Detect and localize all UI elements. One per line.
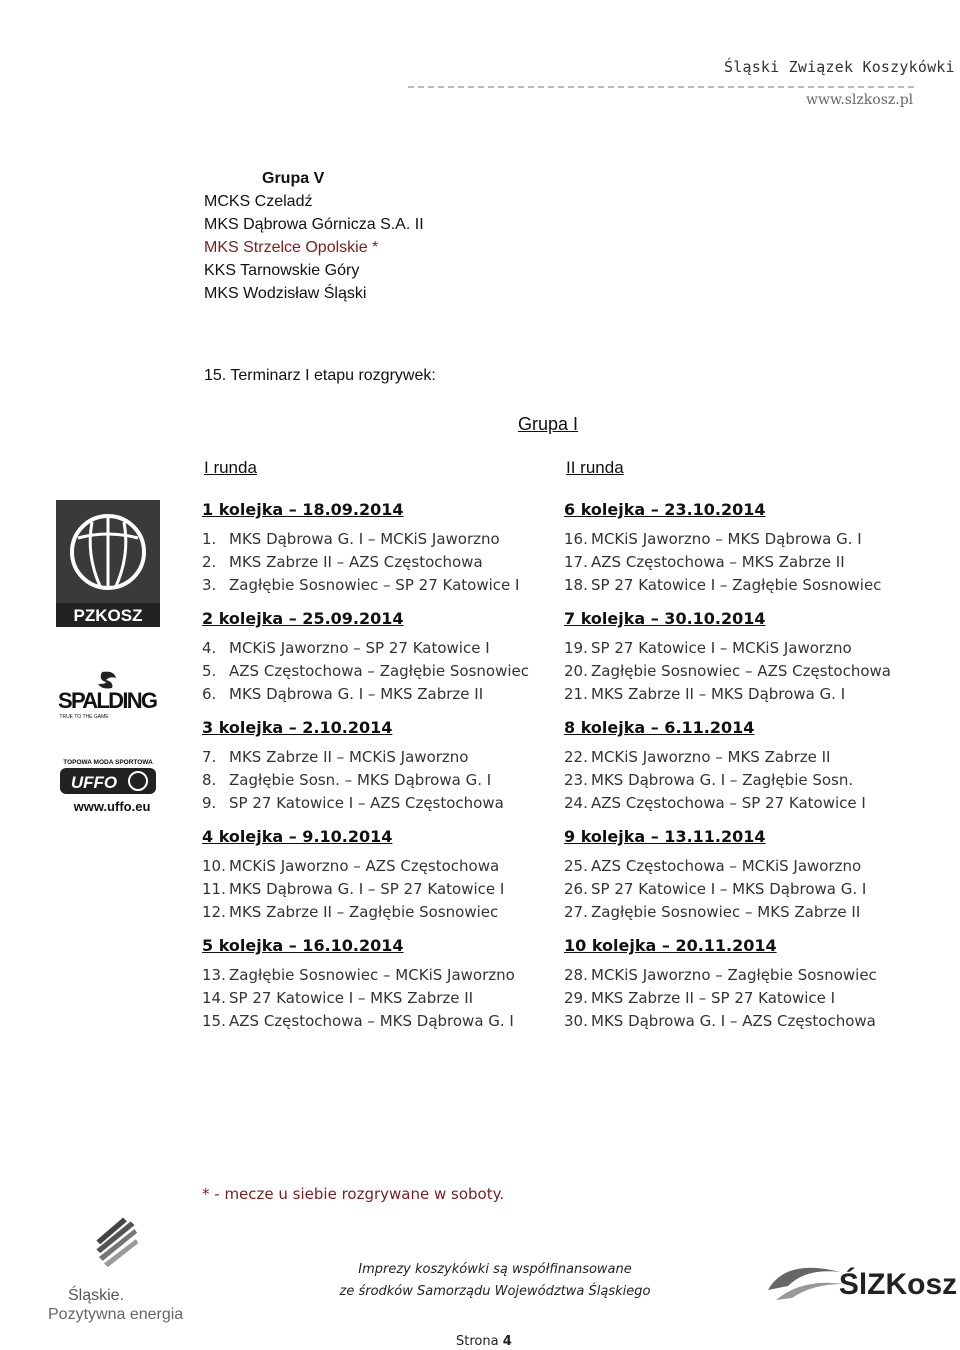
match-row [564, 987, 904, 1010]
match-row [202, 878, 542, 901]
match-number: 5. [202, 662, 217, 680]
match-row [202, 964, 542, 987]
pzkosz-text: PZKOSZ [73, 606, 143, 625]
match-number: 12. [202, 903, 226, 921]
page-value: 4 [502, 1334, 512, 1349]
match-number: 24. [564, 794, 588, 812]
match-pairing: MCKiS Jaworzno – MKS Zabrze II [591, 748, 831, 766]
match-number: 14. [202, 989, 226, 1007]
uffo-mark: UFFO [70, 773, 118, 792]
matchday-block [202, 500, 542, 597]
second-round-column [564, 500, 904, 1045]
match-pairing: MKS Zabrze II – MKS Dąbrowa G. I [591, 685, 846, 703]
match-pairing: AZS Częstochowa – MKS Zabrze II [591, 553, 845, 571]
match-pairing: MKS Dąbrowa G. I – Zagłębie Sosn. [591, 771, 854, 789]
group-v-title: Grupa V [262, 170, 325, 187]
match-number: 4. [202, 639, 217, 657]
match-row [202, 637, 542, 660]
uffo-url: www.uffo.eu [73, 799, 151, 814]
matchday-title: 1 kolejka – 18.09.2014 [202, 500, 404, 519]
match-pairing: SP 27 Katowice I – MKS Zabrze II [229, 989, 474, 1007]
match-row [564, 878, 904, 901]
match-row [564, 528, 904, 551]
page-number [456, 1334, 512, 1349]
matchday-block [202, 827, 542, 924]
matchday-title: 4 kolejka – 9.10.2014 [202, 827, 393, 846]
match-pairing: MKS Zabrze II – AZS Częstochowa [229, 553, 483, 571]
header-org-name: Śląski Związek Koszykówki [724, 58, 955, 76]
section-heading: 15. Terminarz I etapu rozgrywek: [204, 367, 436, 384]
matchday-title: 9 kolejka – 13.11.2014 [564, 827, 766, 846]
match-pairing: SP 27 Katowice I – Zagłębie Sosnowiec [591, 576, 882, 594]
match-number: 21. [564, 685, 588, 703]
match-row [202, 1010, 542, 1033]
matchday-block [564, 500, 904, 597]
match-row [564, 901, 904, 924]
match-pairing: MKS Dąbrowa G. I – MCKiS Jaworzno [229, 530, 500, 548]
header-divider [408, 86, 914, 88]
round-label-first: I runda [204, 458, 257, 477]
match-pairing: Zagłębie Sosnowiec – SP 27 Katowice I [229, 576, 520, 594]
match-row [564, 746, 904, 769]
match-row [564, 683, 904, 706]
match-pairing: MCKiS Jaworzno – AZS Częstochowa [229, 857, 500, 875]
match-pairing: AZS Częstochowa – MKS Dąbrowa G. I [229, 1012, 514, 1030]
match-number: 2. [202, 553, 217, 571]
footnote: * - mecze u siebie rozgrywane w soboty. [202, 1185, 505, 1203]
slaskie-line1: Śląskie. [68, 1287, 125, 1304]
match-row [564, 1010, 904, 1033]
matchday-title: 5 kolejka – 16.10.2014 [202, 936, 404, 955]
match-row [564, 574, 904, 597]
match-pairing: SP 27 Katowice I – MCKiS Jaworzno [591, 639, 852, 657]
match-row [202, 528, 542, 551]
match-row [564, 964, 904, 987]
matchday-title: 3 kolejka – 2.10.2014 [202, 718, 393, 737]
matchday-title: 6 kolejka – 23.10.2014 [564, 500, 766, 519]
match-number: 26. [564, 880, 588, 898]
pzkosz-logo [56, 500, 160, 627]
match-pairing: AZS Częstochowa – Zagłębie Sosnowiec [229, 662, 529, 680]
funding-line-1: Imprezy koszykówki są współfinansowane [358, 1262, 632, 1277]
match-pairing: MKS Zabrze II – Zagłębie Sosnowiec [229, 903, 499, 921]
match-row [202, 683, 542, 706]
match-row [202, 551, 542, 574]
match-number: 9. [202, 794, 217, 812]
uffo-logo [56, 756, 160, 816]
match-row [202, 987, 542, 1010]
match-row [564, 855, 904, 878]
matchday-title: 7 kolejka – 30.10.2014 [564, 609, 766, 628]
slaskie-logo [48, 1215, 188, 1285]
match-row [564, 660, 904, 683]
match-pairing: MCKiS Jaworzno – SP 27 Katowice I [229, 639, 490, 657]
match-pairing: Zagłębie Sosnowiec – AZS Częstochowa [591, 662, 891, 680]
matchday-block [564, 718, 904, 815]
match-number: 16. [564, 530, 588, 548]
match-pairing: Zagłębie Sosnowiec – MKS Zabrze II [591, 903, 861, 921]
spalding-tagline: TRUE TO THE GAME [59, 714, 109, 720]
matchday-title: 10 kolejka – 20.11.2014 [564, 936, 777, 955]
matchday-title: 8 kolejka – 6.11.2014 [564, 718, 755, 737]
match-row [564, 551, 904, 574]
page-label: Strona [456, 1334, 499, 1349]
match-number: 10. [202, 857, 226, 875]
group-v-team: MKS Wodzisław Śląski [204, 285, 367, 302]
match-number: 28. [564, 966, 588, 984]
match-pairing: MKS Dąbrowa G. I – SP 27 Katowice I [229, 880, 505, 898]
group-v-team-highlight: MKS Strzelce Opolskie * [204, 239, 379, 256]
match-row [202, 792, 542, 815]
match-row [564, 769, 904, 792]
matchday-title: 2 kolejka – 25.09.2014 [202, 609, 404, 628]
slzkosz-logo [766, 1250, 960, 1310]
match-number: 30. [564, 1012, 588, 1030]
match-number: 11. [202, 880, 226, 898]
group-title: Grupa I [518, 414, 579, 434]
group-v-team: MCKS Czeladź [204, 193, 313, 210]
match-number: 27. [564, 903, 588, 921]
spalding-text: SPALDING [58, 688, 158, 713]
match-number: 19. [564, 639, 588, 657]
match-pairing: AZS Częstochowa – SP 27 Katowice I [591, 794, 866, 812]
match-pairing: MKS Dąbrowa G. I – AZS Częstochowa [591, 1012, 876, 1030]
group-v-team: KKS Tarnowskie Góry [204, 262, 360, 279]
match-row [202, 855, 542, 878]
match-pairing: MKS Dąbrowa G. I – MKS Zabrze II [229, 685, 484, 703]
match-number: 20. [564, 662, 588, 680]
match-row [202, 746, 542, 769]
matchday-block [564, 936, 904, 1033]
match-pairing: SP 27 Katowice I – AZS Częstochowa [229, 794, 504, 812]
matchday-block [202, 936, 542, 1033]
matchday-block [564, 827, 904, 924]
match-number: 8. [202, 771, 217, 789]
match-number: 23. [564, 771, 588, 789]
match-number: 22. [564, 748, 588, 766]
match-number: 15. [202, 1012, 226, 1030]
group-v-team: MKS Dąbrowa Górnicza S.A. II [204, 216, 424, 233]
match-number: 17. [564, 553, 588, 571]
round-label-second: II runda [566, 458, 624, 477]
header-url[interactable]: www.slzkosz.pl [806, 92, 914, 108]
match-number: 25. [564, 857, 588, 875]
match-number: 13. [202, 966, 226, 984]
match-pairing: AZS Częstochowa – MCKiS Jaworzno [591, 857, 862, 875]
funding-line-2: ze środków Samorządu Województwa Śląskiego [339, 1284, 651, 1299]
uffo-top-text: TOPOWA MODA SPORTOWA [63, 759, 153, 766]
matchday-block [202, 718, 542, 815]
match-row [202, 574, 542, 597]
slzkosz-text: ŚlZKosz [838, 1268, 958, 1301]
match-number: 6. [202, 685, 217, 703]
spalding-logo [56, 670, 160, 720]
match-number: 1. [202, 530, 217, 548]
match-number: 3. [202, 576, 217, 594]
matchday-block [202, 609, 542, 706]
match-pairing: MKS Zabrze II – SP 27 Katowice I [591, 989, 836, 1007]
match-row [564, 792, 904, 815]
match-pairing: MCKiS Jaworzno – Zagłębie Sosnowiec [591, 966, 877, 984]
match-row [564, 637, 904, 660]
match-row [202, 901, 542, 924]
matchday-block [564, 609, 904, 706]
match-pairing: Zagłębie Sosn. – MKS Dąbrowa G. I [229, 771, 492, 789]
match-number: 29. [564, 989, 588, 1007]
match-row [202, 769, 542, 792]
match-pairing: MKS Zabrze II – MCKiS Jaworzno [229, 748, 469, 766]
first-round-column [202, 500, 542, 1045]
match-row [202, 660, 542, 683]
slaskie-line2: Pozytywna energia [48, 1306, 184, 1323]
match-pairing: Zagłębie Sosnowiec – MCKiS Jaworzno [229, 966, 515, 984]
match-number: 7. [202, 748, 217, 766]
match-pairing: SP 27 Katowice I – MKS Dąbrowa G. I [591, 880, 867, 898]
match-pairing: MCKiS Jaworzno – MKS Dąbrowa G. I [591, 530, 862, 548]
match-number: 18. [564, 576, 588, 594]
